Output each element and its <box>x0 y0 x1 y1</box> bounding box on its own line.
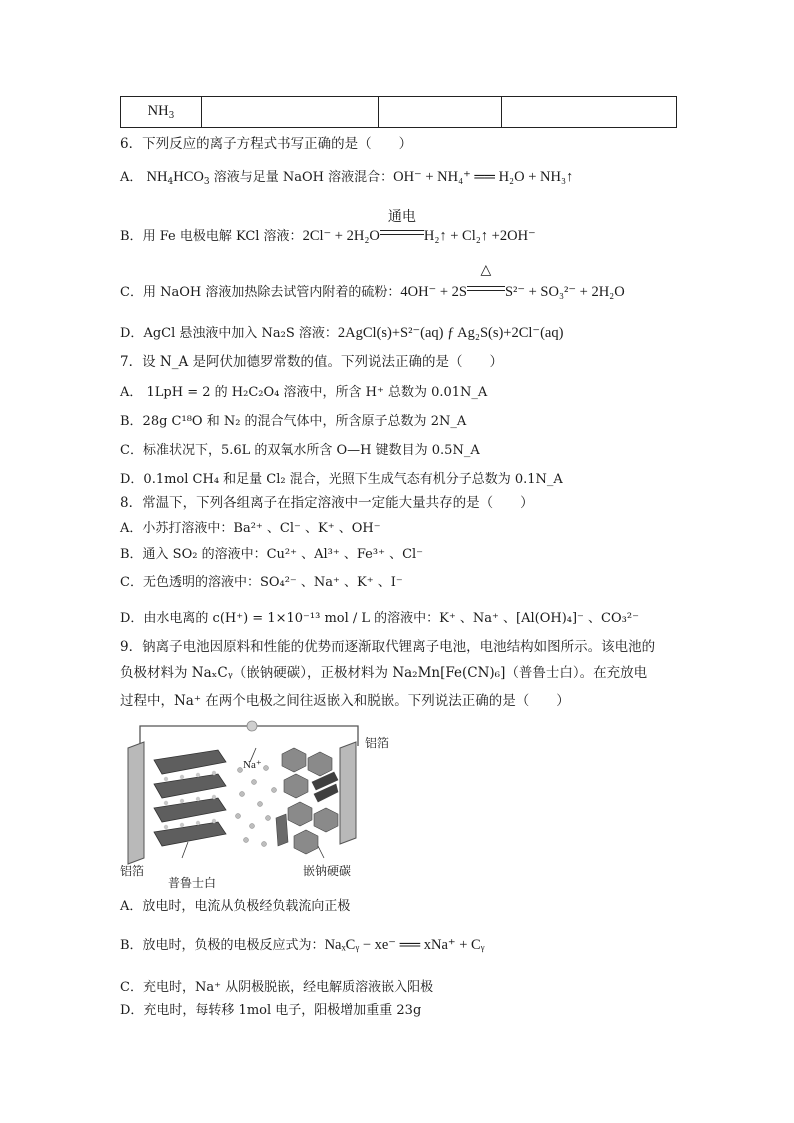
q9-option-d: D．充电时，每转移 1mol 电子，阳极增加重重 23g <box>120 1003 422 1018</box>
equation: 2AgCl(s)+S²⁻(aq) ƒ Ag₂S(s)+2Cl⁻(aq) <box>337 325 564 341</box>
prussian-pointer-line <box>182 842 188 858</box>
question-8-stem: 8．常温下，下列各组离子在指定溶液中一定能大量共存的是（ ） <box>120 495 534 511</box>
q8-option-a: A．小苏打溶液中：Ba²⁺ 、Cl⁻ 、K⁺ 、OH⁻ <box>120 521 381 536</box>
option-text: 用 Fe 电极电解 KCl 溶液： <box>142 229 303 244</box>
q7-option-d: D．0.1mol CH₄ 和足量 Cl₂ 混合，光照下生成气态有机分子总数为 0.1N_A <box>120 472 563 487</box>
condition-arrow <box>380 209 424 240</box>
condition-label: △ <box>480 262 492 278</box>
option-prefix: C． <box>120 285 143 300</box>
equation: NaₓCᵧ − xe⁻ ══ xNa⁺ + Cᵧ <box>324 937 485 953</box>
q9-option-b <box>120 934 485 954</box>
table-row <box>121 97 677 128</box>
condition-arrow <box>467 262 505 296</box>
q8-option-d: D．由水电离的 c(H⁺) = 1×10⁻¹³ mol / L 的溶液中：K⁺ 、Na⁺ 、[Al(OH)₄]⁻ 、CO₃²⁻ <box>120 611 639 626</box>
table-cell-text: NH <box>147 103 169 119</box>
question-9-line-1: 9．钠离子电池因原料和性能的优势而逐渐取代锂离子电池，电池结构如图所示。该电池的 <box>120 639 656 655</box>
q9-option-c: C．充电时，Na⁺ 从阴极脱嵌，经电解质溶液嵌入阳极 <box>120 980 434 995</box>
q6-option-b <box>120 209 536 245</box>
option-text: 用 NaOH 溶液加热除去试管内附着的硫粉： <box>142 285 401 300</box>
question-9-line-2: 负极材料为 NaₓCᵧ（嵌钠硬碳），正极材料为 Na₂Mn[Fe(CN)₆]（普鲁士白）。在充放电 <box>120 665 648 681</box>
q9-option-a: A．放电时，电流从负极经负载流向正极 <box>120 899 351 914</box>
equation: OH⁻ + NH₄⁺ ══ H₂O + NH₃↑ <box>393 169 574 185</box>
q7-option-b: B．28g C¹⁸O 和 N₂ 的混合气体中，所含原子总数为 2N_A <box>120 414 467 429</box>
prussian-white-electrode <box>154 750 226 846</box>
formula-part: HCO <box>173 169 204 185</box>
equation-left: 4OH⁻ + 2S <box>400 284 467 300</box>
q8-option-c: C．无色透明的溶液中：SO₄²⁻ 、Na⁺ 、K⁺ 、I⁻ <box>120 575 403 590</box>
equation-right: S²⁻ + SO₃²⁻ + 2H₂O <box>504 284 625 300</box>
label-hard-carbon: 嵌钠硬碳 <box>303 864 352 878</box>
hard-carbon-pointer-line <box>318 846 324 858</box>
question-6-stem: 6．下列反应的离子方程式书写正确的是（ ） <box>120 136 413 152</box>
label-aluminum-foil-top: 铝箔 <box>365 736 390 750</box>
question-7-stem: 7．设 N_A 是阿伏加德罗常数的值。下列说法正确的是（ ） <box>120 354 503 370</box>
condition-label: 通电 <box>387 209 416 225</box>
equation-left: 2Cl⁻ + 2H₂O <box>302 228 380 244</box>
formula-sub: 3 <box>203 177 210 187</box>
battery-diagram <box>118 718 398 890</box>
q7-option-a: A． 1LpH = 2 的 H₂C₂O₄ 溶液中，所含 H⁺ 总数为 0.01N_A <box>120 385 488 400</box>
table-cell <box>202 97 379 128</box>
label-na-ion: Na⁺ <box>243 759 262 771</box>
q6-option-a <box>120 166 573 187</box>
data-table <box>120 96 677 128</box>
option-text: AgCl 悬浊液中加入 Na₂S 溶液： <box>143 326 338 341</box>
left-aluminum-foil <box>128 742 144 864</box>
q6-option-c <box>120 262 625 301</box>
option-text: 溶液与足量 NaOH 溶液混合： <box>209 170 394 185</box>
table-cell <box>379 97 502 128</box>
equation-right: H₂↑ + Cl₂↑ +2OH⁻ <box>423 228 536 244</box>
question-9-line-3: 过程中，Na⁺ 在两个电极之间往返嵌入和脱嵌。下列说法正确的是（ ） <box>120 693 570 709</box>
option-text: B．放电时，负极的电极反应式为： <box>120 938 325 953</box>
formula-part: NH <box>146 169 168 185</box>
q8-option-b: B．通入 SO₂ 的溶液中：Cu²⁺ 、Al³⁺ 、Fe³⁺ 、Cl⁻ <box>120 547 424 562</box>
sodium-ions <box>236 766 277 847</box>
table-cell <box>502 97 677 128</box>
table-cell-sub: 3 <box>168 111 175 121</box>
option-prefix: B． <box>120 229 143 244</box>
q6-option-d <box>120 322 563 342</box>
option-prefix: D． <box>120 326 144 341</box>
label-aluminum-foil-bottom: 铝箔 <box>120 864 145 878</box>
load-node <box>247 721 257 731</box>
right-aluminum-foil <box>340 742 356 844</box>
table-cell <box>121 97 202 128</box>
formula-sub: 4 <box>167 177 174 187</box>
option-prefix: A． <box>120 170 143 185</box>
label-prussian-white: 普鲁士白 <box>168 876 217 890</box>
hard-carbon-electrode <box>276 748 338 854</box>
q7-option-c: C．标准状况下，5.6L 的双氧水所含 O—H 键数目为 0.5N_A <box>120 443 480 458</box>
